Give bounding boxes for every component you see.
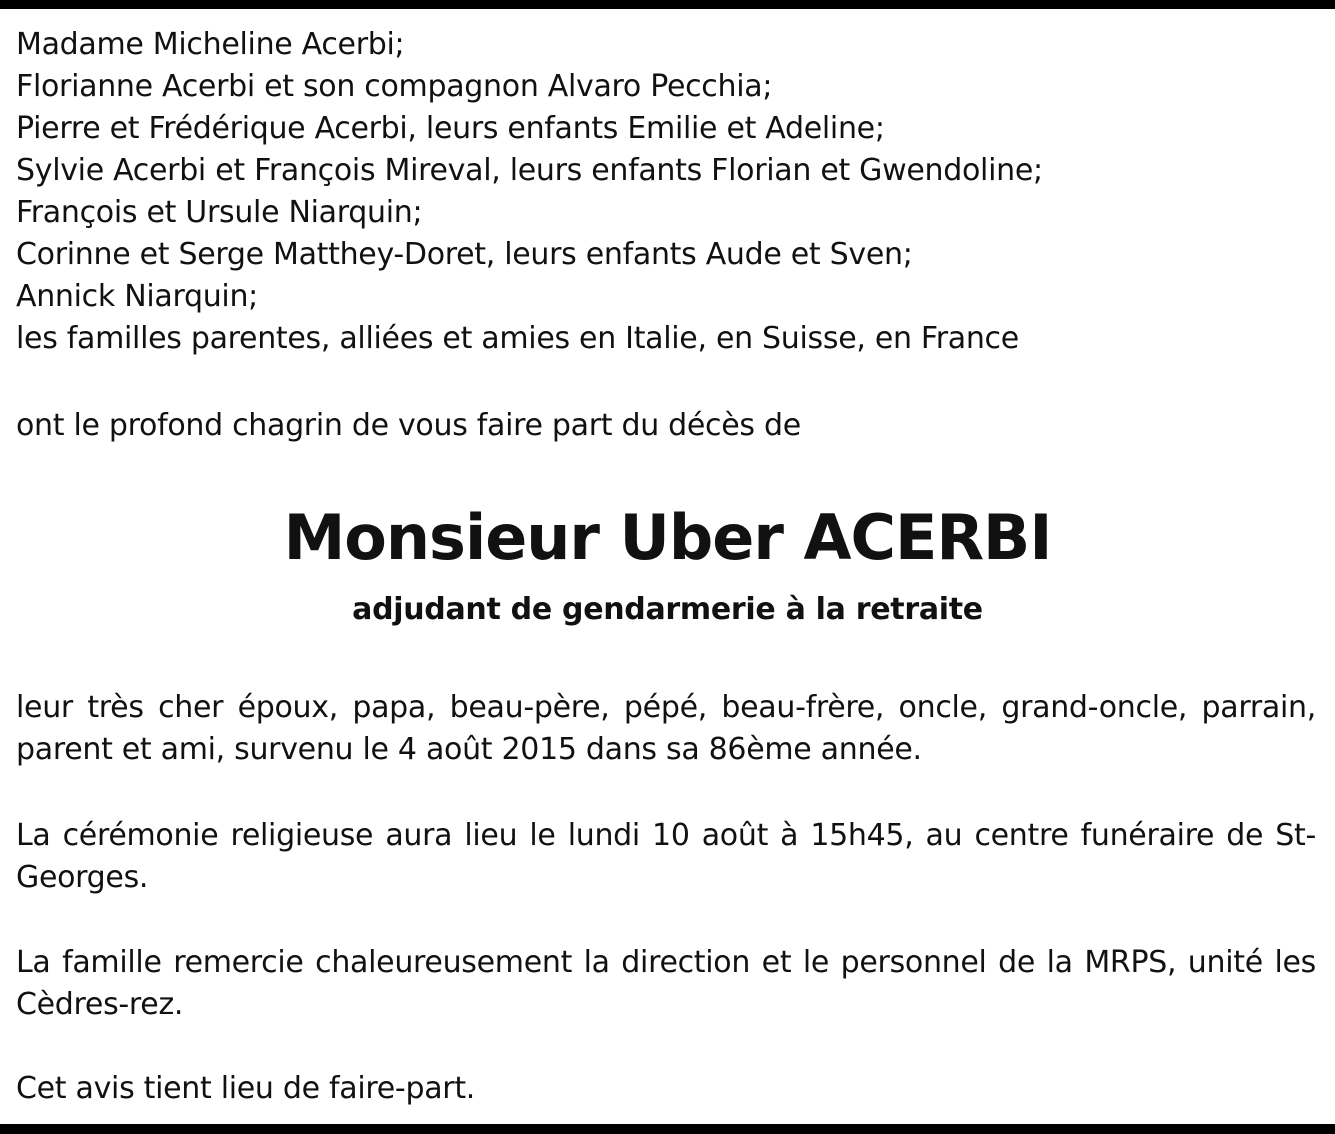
relation-paragraph: leur très cher époux, papa, beau-père, pépé, beau-frère, oncle, grand-oncle, parrain, parent et ami, survenu le 4 août 2015 dans sa 86ème année. xyxy=(16,690,1316,767)
thanks-paragraph: La famille remercie chaleureusement la direction et le personnel de la MRPS, unité les Cèdres-rez. xyxy=(16,945,1316,1022)
family-line: Annick Niarquin; xyxy=(16,279,258,314)
deceased-name: Monsieur Uber ACERBI xyxy=(283,501,1052,574)
notice-paragraph: Cet avis tient lieu de faire-part. xyxy=(16,1071,476,1106)
family-line: Florianne Acerbi et son compagnon Alvaro Pecchia; xyxy=(16,69,773,104)
ceremony-paragraph: La cérémonie religieuse aura lieu le lundi 10 août à 15h45, au centre funéraire de St-Georges. xyxy=(16,818,1316,895)
family-line: Madame Micheline Acerbi; xyxy=(16,27,405,62)
top-border-rule xyxy=(0,0,1335,9)
family-line: les familles parentes, alliées et amies en Italie, en Suisse, en France xyxy=(16,321,1019,356)
family-line: François et Ursule Niarquin; xyxy=(16,195,423,230)
family-line: Corinne et Serge Matthey-Doret, leurs enfants Aude et Sven; xyxy=(16,237,913,272)
family-line: Pierre et Frédérique Acerbi, leurs enfants Emilie et Adeline; xyxy=(16,111,885,146)
deceased-title: adjudant de gendarmerie à la retraite xyxy=(352,592,983,627)
announcement-intro: ont le profond chagrin de vous faire part du décès de xyxy=(16,408,801,443)
family-line: Sylvie Acerbi et François Mireval, leurs enfants Florian et Gwendoline; xyxy=(16,153,1043,188)
family-list xyxy=(16,24,1316,360)
bottom-border-rule xyxy=(0,1124,1335,1134)
